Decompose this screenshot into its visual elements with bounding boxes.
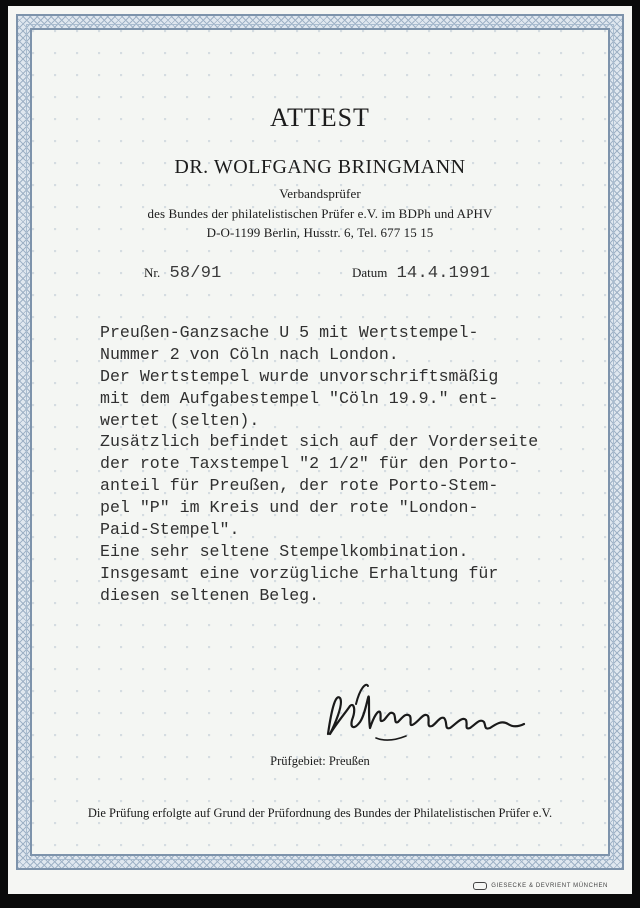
body-line: wertet (selten). (100, 410, 260, 430)
body-line: Der Wertstempel wurde unvorschriftsmäßig (100, 366, 499, 386)
body-line: Preußen-Ganzsache U 5 mit Wertstempel- (100, 323, 479, 342)
body-line: mit dem Aufgabestempel "Cöln 19.9." ent- (100, 388, 499, 408)
body-line: Paid-Stempel". (100, 520, 240, 540)
date-label: Datum (352, 265, 388, 280)
handwritten-signature (316, 676, 532, 752)
examiner-role: Verbandsprüfer (279, 186, 361, 201)
association-line: des Bundes der philatelistischen Prüfer e.V. im BDPh und APHV (147, 206, 493, 221)
examination-region: Prüfgebiet: Preußen (270, 754, 370, 768)
printer-mark-text: GIESECKE & DEVRIENT MÜNCHEN (491, 883, 608, 889)
date-field (352, 264, 490, 283)
examiner-name: DR. WOLFGANG BRINGMANN (174, 156, 466, 178)
body-line: Eine sehr seltene Stempelkombination. (100, 541, 469, 561)
certificate-body (100, 322, 620, 607)
body-line: der rote Taxstempel "2 1/2" für den Porto- (100, 454, 519, 474)
date-value: 14.4.1991 (396, 264, 491, 283)
body-line: Nummer 2 von Cöln nach London. (100, 344, 399, 364)
address-line: D-O-1199 Berlin, Husstr. 6, Tel. 677 15 15 (206, 225, 434, 240)
body-line: diesen seltenen Beleg. (100, 585, 320, 605)
body-line: Zusätzlich befindet sich auf der Vorderseite (100, 432, 539, 452)
examination-footnote: Die Prüfung erfolgte auf Grund der Prüfordnung des Bundes der Philatelistischen Prüfer e.V. (87, 806, 553, 820)
number-field (144, 264, 222, 283)
body-line: Insgesamt eine vorzügliche Erhaltung für (100, 563, 499, 583)
printer-logo-icon (473, 882, 487, 890)
number-label: Nr. (144, 265, 161, 280)
certificate-title: ATTEST (270, 103, 370, 132)
certificate-sheet (8, 6, 632, 894)
body-line: anteil für Preußen, der rote Porto-Stem- (100, 476, 499, 496)
body-line: pel "P" im Kreis und der rote "London- (100, 498, 479, 518)
printer-mark (473, 882, 608, 890)
number-value: 58/91 (169, 264, 222, 283)
